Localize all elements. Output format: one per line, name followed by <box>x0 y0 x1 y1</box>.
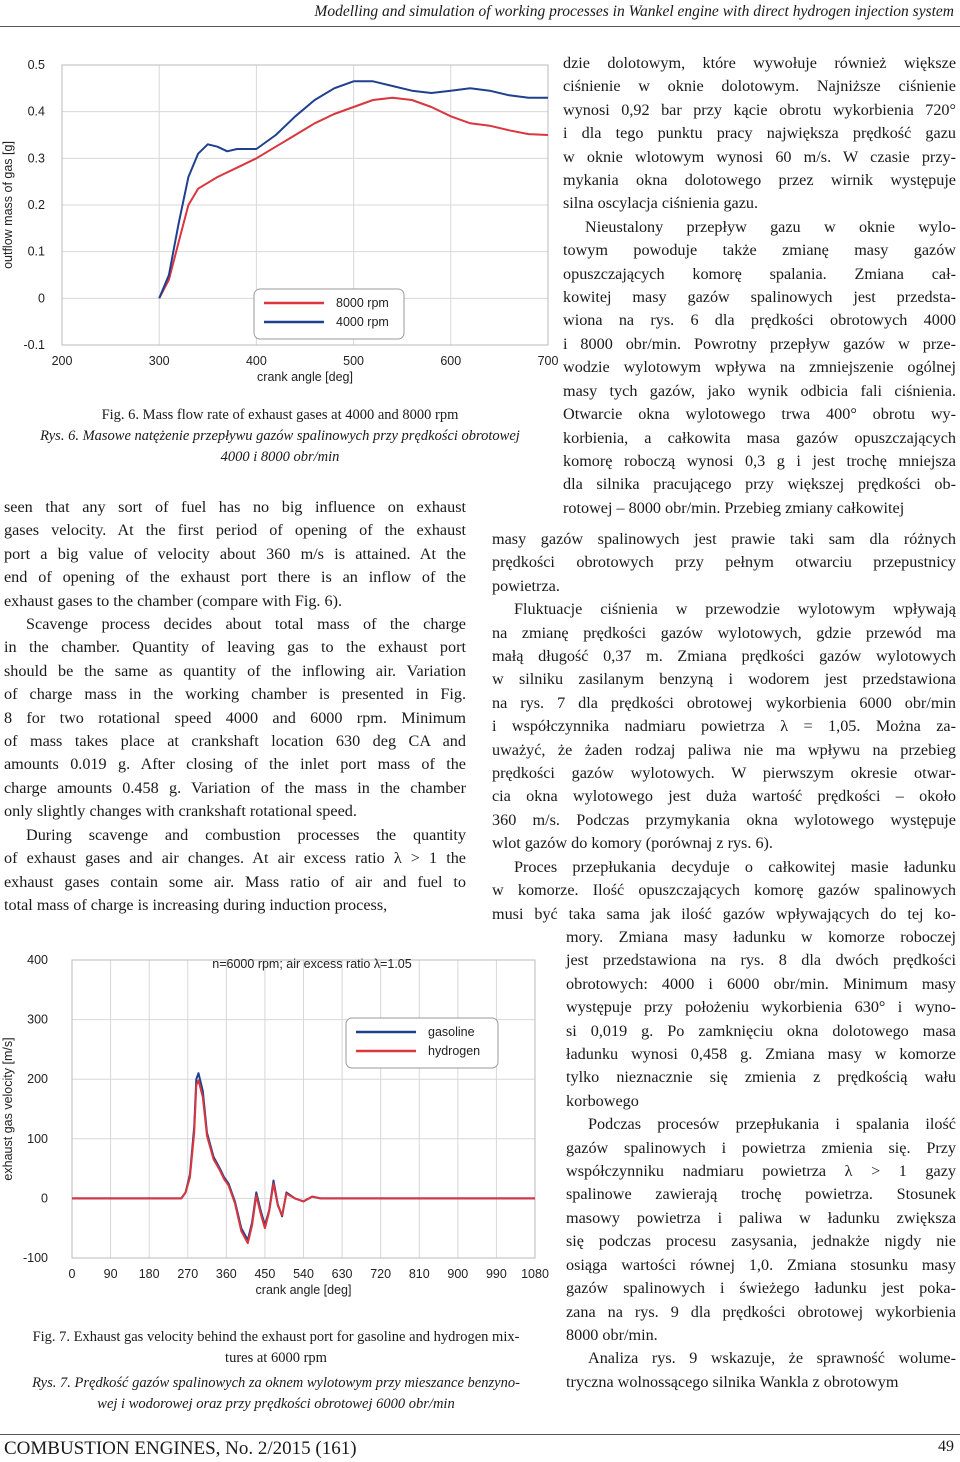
text-line: mory. Zmiana masy ładunku w komorze roboczej <box>566 928 956 946</box>
text-line: charge amounts 0.458 g. Variation of the mass in the chamber <box>4 778 466 797</box>
text-line: ładunku wynosi 0,458 g. Zmiana masy w komorze <box>566 1045 956 1064</box>
text-line: w silniku zasilanym benzyną i wodorem jest przedstawiona <box>492 670 956 689</box>
text-line: masy tych gazów, jako wynik odbicia fali ciśnienia. <box>563 381 956 400</box>
legend-label: 4000 rpm <box>336 315 389 329</box>
text-line: Podczas procesów przepłukania i spalania ilość <box>588 1115 956 1134</box>
text-line: only slightly changes with crankshaft rotational speed. <box>4 802 357 821</box>
chart-title: n=6000 rpm; air excess ratio λ=1.05 <box>212 957 412 971</box>
text-line: spalinowe zawierają trochę powietrza. Stosunek <box>566 1185 956 1204</box>
y-tick-label: -100 <box>22 1251 48 1265</box>
text-line: 8 for two rotational speed 4000 and 6000 rpm. Minimum <box>4 708 466 727</box>
text-line: end of opening of the exhaust port there is an inflow of the <box>4 568 466 587</box>
y-tick-label: 400 <box>27 953 48 967</box>
journal-name: COMBUSTION ENGINES, No. 2/2015 (161) <box>4 1438 357 1459</box>
text-line: opuszczających komorę spalania. Zmiana cał- <box>563 264 956 283</box>
text-line: dla silnika pracującego przy większej prędkości ob- <box>563 475 956 494</box>
x-tick-label: 300 <box>148 354 170 368</box>
text-line: Analiza rys. 9 wskazuje, że sprawność wolume- <box>588 1349 956 1368</box>
y-tick-label: 200 <box>27 1072 48 1087</box>
x-axis-label: crank angle [deg] <box>255 1283 352 1297</box>
text-line: towym powoduje także zmianę masy gazów <box>563 241 956 260</box>
text-line: masowy powietrza i paliwa w ładunku zwiększa <box>566 1208 956 1227</box>
legend-label: 8000 rpm <box>336 296 389 310</box>
text-line: 8000 obr/min. <box>566 1325 658 1344</box>
x-tick-label: 900 <box>447 1267 469 1281</box>
figure-7-caption <box>8 1327 544 1415</box>
y-tick-label: 0.3 <box>27 151 45 166</box>
text-line: total mass of charge is increasing during induction process, <box>4 895 388 914</box>
text-line: powietrza. <box>492 576 560 595</box>
figure-7-caption-en-1: Fig. 7. Exhaust gas velocity behind the exhaust port for gasoline and hydrogen mix- <box>32 1329 520 1345</box>
y-tick-label: 0.1 <box>27 244 45 259</box>
text-line: prędkości obrotowych przy pełnym otwarciu przepustnicy <box>492 553 956 572</box>
left-column-text <box>4 496 466 917</box>
text-line: mykania okna dolotowego przez wirnik występuje <box>563 171 956 190</box>
text-line: wynosi 0,92 bar przy kącie obrotu wykorbienia 720° <box>563 100 956 119</box>
right-column-middle <box>492 528 956 926</box>
text-line: i 8000 obr/min. Powrotny przepływ gazów w prze- <box>563 334 956 353</box>
text-line: na rys. 7 dla prędkości obrotowej wykorbienia 6000 obr/min <box>492 693 956 712</box>
text-line: Proces przepłukania decyduje o całkowitej masie ładunku <box>514 857 956 876</box>
text-line: korbienia, a całkowita masa gazów opuszczających <box>563 428 956 447</box>
text-line: musi być taka sama jak ilość gazów wpływających do tej ko- <box>492 904 956 923</box>
text-line: si 0,019 g. Po zamknięciu okna dolotowego masa <box>566 1021 956 1040</box>
page-footer <box>0 1434 960 1462</box>
page-number: 49 <box>938 1438 954 1455</box>
x-tick-label: 1080 <box>521 1267 549 1281</box>
header-rule <box>0 26 960 27</box>
figure-6-caption-en: Fig. 6. Mass flow rate of exhaust gases at 4000 and 8000 rpm <box>101 407 459 423</box>
text-line: seen that any sort of fuel has no big influence on exhaust <box>4 498 466 516</box>
x-tick-label: 990 <box>485 1267 507 1281</box>
text-line: amounts 0.019 g. After closing of the inlet port mass of the <box>4 755 466 774</box>
legend-box <box>346 1018 498 1068</box>
text-line: jest przedstawiona na rys. 8 dla dwóch prędkości <box>566 951 956 970</box>
text-line: w komorze. Ilość opuszczających komorę gazów spalinowych <box>492 881 956 900</box>
text-line: występuje przy położeniu wykorbienia 630° i wyno- <box>566 998 956 1017</box>
text-line: na zmianę prędkości gazów wylotowych, gdzie przewód ma <box>492 623 956 642</box>
figure-7-caption-pl-2: wej i wodorowej oraz przy prędkości obrotowej 6000 obr/min <box>97 1396 455 1412</box>
text-line: korbowego <box>566 1091 639 1110</box>
y-tick-label: 0 <box>38 291 45 306</box>
text-line: Otwarcie okna wylotowego trwa 400° obrotu wy- <box>563 405 956 424</box>
text-line: of charge mass in the working chamber is presented in Fig. <box>4 685 466 704</box>
text-line: tryczna wolnossącego silnika Wankla z obrotowym <box>566 1372 899 1391</box>
y-axis-label: exhaust gas velocity [m/s] <box>1 1037 15 1181</box>
text-line: should be the same as quantity of the inflowing air. Variation <box>4 661 466 680</box>
text-line: się podczas procesu zasysania, jednakże nigdy nie <box>566 1232 956 1251</box>
text-line: rotowej – 8000 obr/min. Przebieg zmiany całkowitej <box>563 498 905 517</box>
text-line: tylko nieznacznie się zmienia z prędkością wału <box>566 1068 956 1087</box>
text-line: ciśnienie w oknie dolotowym. Najniższe ciśnienie <box>563 77 956 96</box>
text-line: Scavenge process decides about total mass of the charge <box>26 615 466 634</box>
figure-6-chart <box>0 55 560 400</box>
text-line: wlot gazów do komory (porównaj z rys. 6). <box>492 834 773 853</box>
x-tick-label: 500 <box>343 354 365 368</box>
text-line: 360 m/s. Podczas przymykania okna wylotowego występuje <box>492 810 956 829</box>
x-tick-label: 810 <box>408 1267 430 1281</box>
text-line: i współczynnika nadmiaru powietrza λ = 1,05. Można za- <box>492 717 956 736</box>
text-line: masy gazów spalinowych jest prawie taki sam dla różnych <box>492 530 956 548</box>
text-line: osiąga wartości równej 1,0. Zmiana stosunku masy <box>566 1255 956 1274</box>
y-tick-label: 0 <box>41 1191 48 1206</box>
y-axis-label: outflow mass of gas [g] <box>1 141 15 269</box>
text-line: gazów spalinowych i świeżego ładunku jest poka- <box>566 1279 956 1298</box>
running-header <box>0 0 960 28</box>
x-tick-label: 630 <box>331 1267 353 1281</box>
x-tick-label: 0 <box>68 1267 76 1281</box>
x-tick-label: 400 <box>245 354 267 368</box>
text-line: i dla tego punktu pracy największa prędkość gazu <box>563 124 956 143</box>
text-line: wodzie wylotowym wpływa na zmniejszenie ogólnej <box>563 358 956 377</box>
x-tick-label: 700 <box>537 354 559 368</box>
x-tick-label: 450 <box>254 1267 276 1281</box>
text-line: zana na rys. 9 dla prędkości obrotowej wykorbienia <box>566 1302 956 1321</box>
figure-6-caption-pl-1: Rys. 6. Masowe natężenie przepływu gazów spalinowych przy prędkości obrotowej <box>40 428 520 444</box>
text-line: kowitej masy gazów spalinowych jest przedsta- <box>563 288 956 307</box>
y-tick-label: -0.1 <box>23 338 45 352</box>
text-line: małą długość 0,37 m. Zmiana prędkości gazów wylotowych <box>492 647 956 666</box>
text-line: komorę roboczą wynosi 0,3 g i jest trochę mniejsza <box>563 451 956 470</box>
text-line: silna oscylacja ciśnienia gazu. <box>563 194 759 213</box>
text-line: During scavenge and combustion processes the quantity <box>26 825 466 844</box>
figure-7-chart <box>0 950 560 1320</box>
x-tick-label: 270 <box>177 1267 199 1281</box>
text-line: in the chamber. Quantity of leaving gas to the exhaust port <box>4 638 466 657</box>
text-line: Fluktuacje ciśnienia w przewodzie wylotowym wpływają <box>514 600 956 619</box>
text-line: exhaust gases contain some air. Mass ratio of air and fuel to <box>4 872 466 891</box>
text-line: uważyć, że żaden rodzaj paliwa nie ma wpływu na przebieg <box>492 740 956 759</box>
text-line: Nieustalony przepływ gazu w oknie wylo- <box>585 217 956 236</box>
y-tick-label: 100 <box>27 1131 48 1146</box>
text-line: cia okna wylotowego jest duża wartość prędkości – około <box>492 787 956 806</box>
x-tick-label: 180 <box>138 1267 160 1281</box>
x-tick-label: 200 <box>51 354 73 368</box>
x-tick-label: 90 <box>103 1267 118 1281</box>
y-tick-label: 0.4 <box>27 104 45 119</box>
x-tick-label: 360 <box>215 1267 237 1281</box>
legend-label: gasoline <box>428 1025 475 1039</box>
text-line: gazów spalinowych i powietrza zmienia się. Przy <box>566 1138 956 1157</box>
text-line: obrotowych: 4000 i 6000 obr/min. Minimum masy <box>566 974 956 993</box>
x-axis-label: crank angle [deg] <box>257 370 353 384</box>
text-line: dzie dolotowym, które wywołuje również większe <box>563 54 956 72</box>
footer-rule <box>0 1434 960 1435</box>
right-column-top <box>563 52 956 520</box>
right-column-bottom <box>566 926 956 1394</box>
text-line: w oknie wlotowym wynosi 60 m/s. W czasie przy- <box>563 147 956 166</box>
y-tick-label: 0.5 <box>27 58 45 72</box>
figure-6-caption-pl-2: 4000 i 8000 obr/min <box>220 449 340 465</box>
figure-6-caption <box>0 405 560 468</box>
text-line: prędkości gazów wylotowych. W pierwszym okresie otwar- <box>492 764 956 783</box>
text-line: gases velocity. At the first period of opening of the exhaust <box>4 521 466 540</box>
text-line: of exhaust gases and air changes. At air excess ratio λ > 1 the <box>4 849 466 868</box>
chart-svg <box>0 950 560 1320</box>
figure-7-caption-en-2: tures at 6000 rpm <box>225 1350 327 1366</box>
x-tick-label: 540 <box>293 1267 314 1281</box>
y-tick-label: 0.2 <box>27 198 45 212</box>
x-tick-label: 600 <box>440 354 462 368</box>
figure-7-caption-pl-1: Rys. 7. Prędkość gazów spalinowych za oknem wylotowym przy mieszance benzyno- <box>32 1375 520 1391</box>
legend-label: hydrogen <box>428 1044 481 1058</box>
text-line: exhaust gases to the chamber (compare with Fig. 6). <box>4 591 343 610</box>
chart-svg <box>0 55 560 400</box>
text-line: wiona na rys. 6 dla prędkości obrotowych 4000 <box>563 311 956 330</box>
text-line: port a big value of velocity about 360 m/s is attained. At the <box>4 544 466 563</box>
x-tick-label: 720 <box>370 1267 392 1281</box>
text-line: of mass takes place at crankshaft location 630 deg CA and <box>4 732 466 751</box>
text-line: współczynniku nadmiaru powietrza λ > 1 gazy <box>566 1162 956 1181</box>
y-tick-label: 300 <box>27 1012 48 1027</box>
running-title: Modelling and simulation of working processes in Wankel engine with direct hydrogen injection system <box>314 3 954 20</box>
